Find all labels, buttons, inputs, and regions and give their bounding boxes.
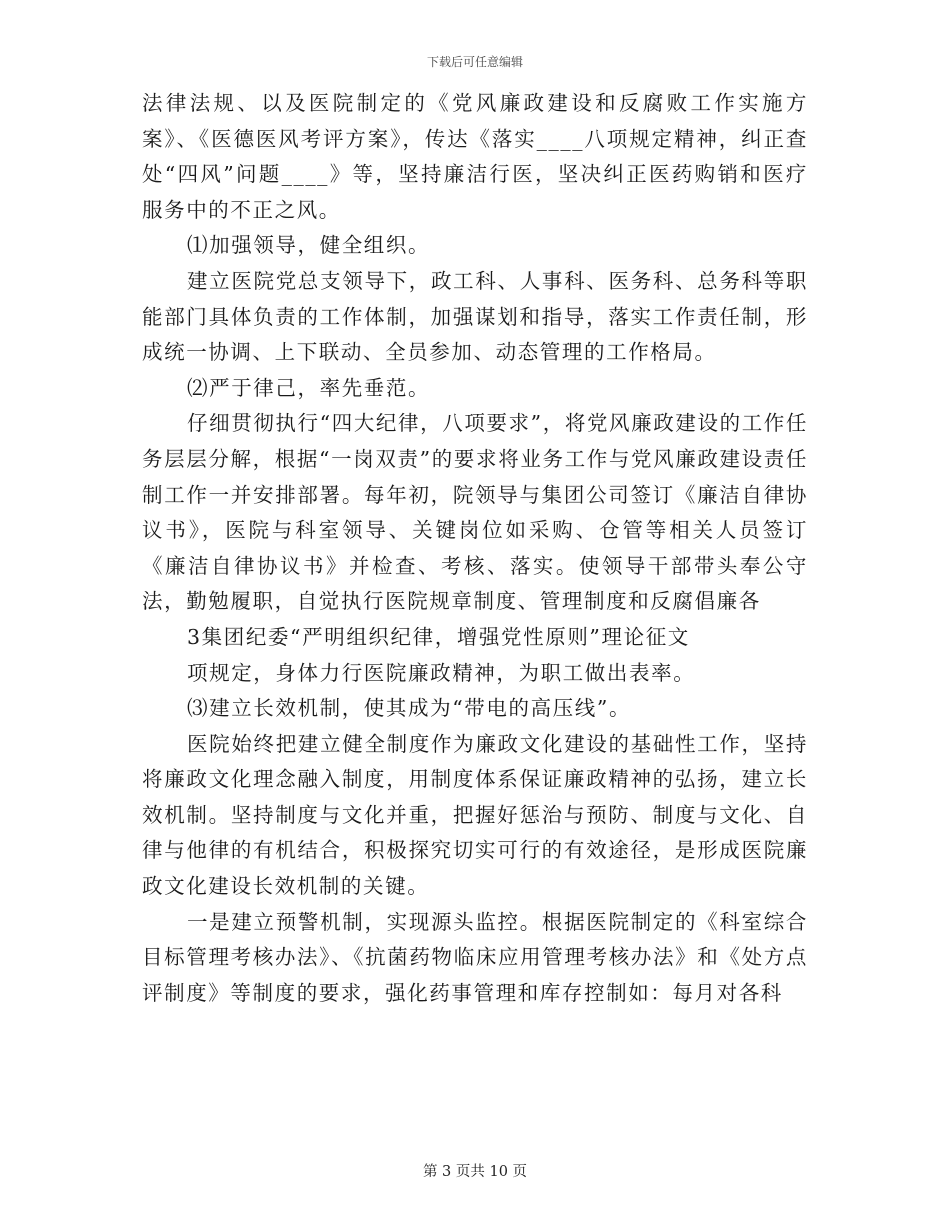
heading-self-discipline: ⑵严于律己，率先垂范。 bbox=[187, 375, 431, 400]
paragraph-early-warning: 一是建立预警机制，实现源头监控。根据医院制定的《科室综合目标管理考核办法》、《抗菌药物临床应用管理考核办法》和《处方点评制度》等制度的要求，强化药事管理和库存控制如：每月对各科 bbox=[142, 909, 808, 1005]
heading-long-term-mechanism: ⑶建立长效机制，使其成为“带电的高压线”。 bbox=[187, 696, 632, 721]
heading-strengthen-leadership: ⑴加强领导，健全组织。 bbox=[187, 233, 431, 258]
paragraph-regulations: 法律法规、以及医院制定的《党风廉政建设和反腐败工作实施方案》、《医德医风考评方案》，传达《落实____八项规定精神，纠正查处“四风”问题____》等，坚持廉洁行医，坚决纠正医药购销和医疗服务中的不正之风。 bbox=[142, 91, 808, 222]
page-number: 第 3 页共 10 页 bbox=[422, 1164, 528, 1180]
header-note: 下载后可任意编辑 bbox=[426, 55, 523, 69]
paragraph-institution-building: 医院始终把建立健全制度作为廉政文化建设的基础性工作，坚持将廉政文化理念融入制度，用制度体系保证廉政精神的弘扬，建立长效机制。坚持制度与文化并重，把握好惩治与预防、制度与文化、自律与他律的有机结合，积极探究切实可行的有效途径，是形成医院廉政文化建设长效机制的关键。 bbox=[142, 731, 808, 899]
document-body bbox=[142, 86, 808, 1011]
paragraph-work-system: 建立医院党总支领导下，政工科、人事科、医务科、总务科等职能部门具体负责的工作体制，加强谋划和指导，落实工作责任制，形成统一协调、上下联动、全员参加、动态管理的工作格局。 bbox=[142, 268, 808, 365]
paragraph-discipline-details: 仔细贯彻执行“四大纪律，八项要求”，将党风廉政建设的工作任务层层分解，根据“一岗双责”的要求将业务工作与党风廉政建设责任制工作一并安排部署。每年初，院领导与集团公司签订《廉洁自律协议书》，医院与科室领导、关键岗位如采购、仓管等相关人员签订《廉洁自律协议书》并检查、考核、落实。使领导干部带头奉公守法，勤勉履职，自觉执行医院规章制度、管理制度和反腐倡廉各 bbox=[142, 411, 808, 614]
paragraph-essay-title: 3集团纪委“严明组织纪律，增强党性原则”理论征文 bbox=[187, 624, 690, 649]
paragraph-set-example: 项规定，身体力行医院廉政精神，为职工做出表率。 bbox=[187, 660, 696, 685]
